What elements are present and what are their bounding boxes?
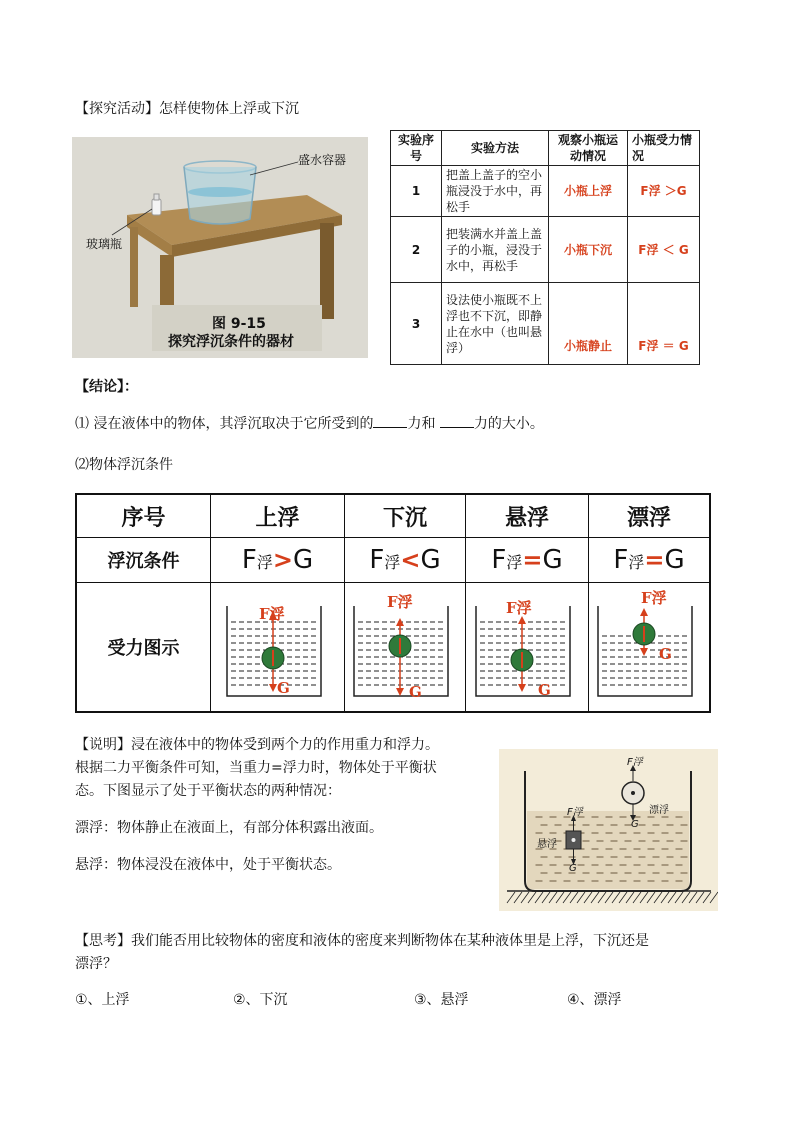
explanation-line-3: 态。下图显示了处于平衡状态的两种情况： — [75, 783, 341, 799]
condition-header-row — [76, 494, 710, 538]
side-label-g1: G — [631, 819, 639, 830]
thinking-text: 我们能否用比较物体的密度和液体的密度来判断物体在某种液体里是上浮，下沉还是 — [131, 933, 649, 949]
relation-symbol: < — [400, 546, 421, 574]
figure-number: 图 9-15 — [212, 316, 266, 332]
option-3[interactable]: ③、悬浮 — [414, 992, 469, 1008]
f-sub: 浮 — [384, 553, 401, 572]
blank-1[interactable] — [373, 414, 407, 428]
explanation-float: 漂浮：物体静止在液面上，有部分体积露出液面。 — [75, 820, 383, 836]
row-method: 把盖上盖子的空小瓶浸没于水中，再松手 — [442, 166, 549, 217]
row-label: 浮沉条件 — [76, 538, 211, 583]
side-label-f2: F浮 — [567, 807, 583, 818]
label-buoyant: F浮 — [641, 589, 667, 607]
option-1[interactable]: ①、上浮 — [75, 992, 130, 1008]
row-label: 受力图示 — [76, 583, 211, 713]
diagram-row — [76, 583, 710, 713]
f-symbol: F — [491, 545, 507, 575]
option-4[interactable]: ④、漂浮 — [567, 992, 622, 1008]
explanation-text: 浸在液体中的物体受到两个力的作用重力和浮力。 — [131, 737, 439, 753]
row-method: 把装满水并盖上盖子的小瓶，浸没于水中，再松手 — [442, 217, 549, 283]
g-symbol: G — [292, 545, 314, 575]
float-diagram — [594, 592, 704, 702]
conclusion-item-1-suffix: 力的大小。 — [473, 416, 544, 432]
side-label-suspend: 悬浮 — [537, 839, 557, 850]
conclusion-item-1-prefix: ⑴ 浸在液体中的物体，其浮沉取决于它所受到的 — [75, 416, 374, 432]
label-buoyant: F浮 — [506, 599, 532, 617]
row-no: 3 — [391, 283, 442, 365]
diagram-cell-float — [589, 583, 711, 713]
g-symbol: G — [664, 545, 685, 575]
side-label-float: 漂浮 — [649, 805, 669, 816]
condition-cell — [589, 538, 711, 583]
experiment-row — [391, 166, 700, 217]
condition-cell — [466, 538, 589, 583]
conclusion-item-1 — [75, 414, 544, 434]
explanation-line-1 — [75, 735, 439, 755]
row-force: F浮 ＜ G — [628, 217, 700, 283]
header-method: 实验方法 — [442, 131, 549, 166]
conclusion-item-1-mid: 力和 — [407, 416, 440, 432]
f-symbol: F — [613, 545, 629, 575]
header-cell: 下沉 — [345, 494, 466, 538]
row-force: F浮 ＞G — [628, 166, 700, 217]
thinking-line-2: 漂浮？ — [75, 956, 117, 972]
header-cell: 上浮 — [211, 494, 345, 538]
experiment-row — [391, 217, 700, 283]
header-cell: 漂浮 — [589, 494, 711, 538]
header-cell: 序号 — [76, 494, 211, 538]
activity-title: 怎样使物体上浮或下沉 — [159, 101, 299, 117]
header-motion: 观察小瓶运动情况 — [549, 131, 628, 166]
label-bottle: 玻璃瓶 — [86, 237, 123, 251]
row-motion: 小瓶静止 — [549, 283, 628, 365]
label-buoyant: F浮 — [387, 593, 413, 611]
explanation-line-2: 根据二力平衡条件可知，当重力=浮力时，物体处于平衡状 — [75, 760, 437, 776]
diagram-cell-rise — [211, 583, 345, 713]
label-gravity: G — [409, 683, 422, 701]
blank-2[interactable] — [440, 414, 474, 428]
condition-cell — [345, 538, 466, 583]
condition-cell — [211, 538, 345, 583]
equilibrium-figure — [499, 749, 718, 911]
diagram-cell-sink — [345, 583, 466, 713]
apparatus-figure — [72, 137, 368, 358]
explanation-tag: 【说明】 — [75, 737, 131, 753]
header-no: 实验序号 — [391, 131, 442, 166]
label-gravity: G — [659, 645, 672, 663]
experiment-row — [391, 283, 700, 365]
relation-symbol: > — [272, 546, 293, 574]
label-gravity: G — [277, 679, 290, 697]
equilibrium-illustration — [499, 749, 718, 911]
row-no: 2 — [391, 217, 442, 283]
side-label-f1: F浮 — [627, 757, 643, 768]
row-method: 设法使小瓶既不上浮也不下沉，即静止在水中（也叫悬浮） — [442, 283, 549, 365]
activity-heading — [75, 99, 299, 119]
f-sub: 浮 — [256, 553, 273, 572]
explanation-suspend: 悬浮：物体浸没在液体中，处于平衡状态。 — [75, 857, 341, 873]
g-symbol: G — [542, 545, 563, 575]
header-cell: 悬浮 — [466, 494, 589, 538]
header-force: 小瓶受力情况 — [628, 131, 700, 166]
label-container: 盛水容器 — [298, 153, 347, 167]
g-symbol: G — [420, 545, 441, 575]
figure-caption: 探究浮沉条件的器材 — [168, 334, 294, 350]
option-2[interactable]: ②、下沉 — [233, 992, 288, 1008]
relation-symbol: = — [522, 546, 543, 574]
f-sub: 浮 — [628, 553, 645, 572]
thinking-tag: 【思考】 — [75, 933, 131, 949]
row-no: 1 — [391, 166, 442, 217]
row-motion: 小瓶上浮 — [549, 166, 628, 217]
experiment-table — [390, 130, 700, 365]
conclusion-item-2: ⑵物体浮沉条件 — [75, 457, 173, 473]
diagram-cell-suspend — [466, 583, 589, 713]
row-motion: 小瓶下沉 — [549, 217, 628, 283]
condition-row — [76, 538, 710, 583]
row-force: F浮 ＝ G — [628, 283, 700, 365]
conclusion-tag: 【结论】： — [75, 379, 138, 395]
label-gravity: G — [538, 681, 551, 699]
f-symbol: F — [369, 545, 385, 575]
side-label-g2: G — [569, 863, 577, 874]
thinking-line-1 — [75, 931, 649, 951]
condition-table — [75, 493, 711, 713]
experiment-header-row — [391, 131, 700, 166]
f-sub: 浮 — [506, 553, 523, 572]
f-symbol: F — [241, 545, 257, 575]
label-buoyant: F浮 — [259, 605, 285, 623]
relation-symbol: = — [644, 546, 665, 574]
activity-tag: 【探究活动】 — [75, 101, 159, 117]
